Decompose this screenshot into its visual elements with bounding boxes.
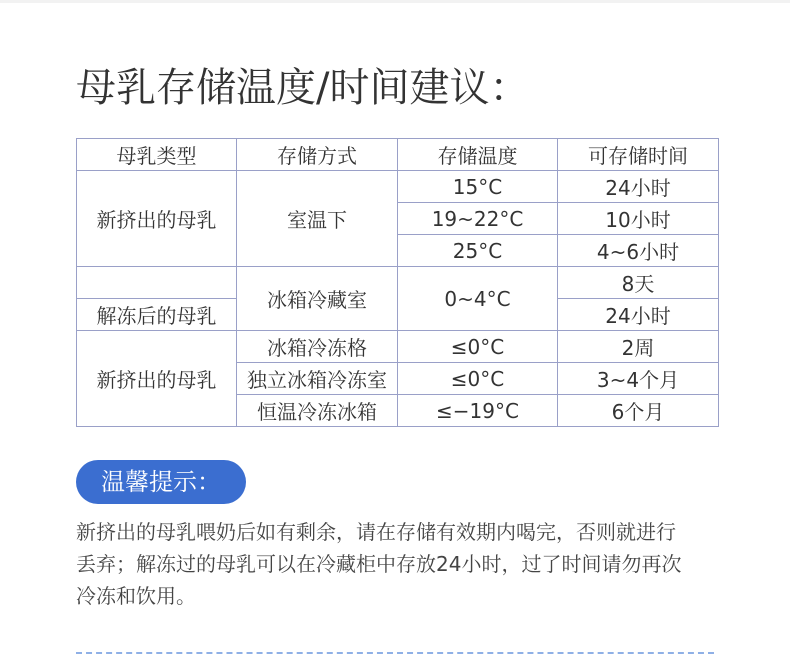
table-header-row — [77, 139, 719, 171]
cell-milk-type-fresh-fridge-continued — [77, 267, 237, 299]
cell-duration-10h: 10小时 — [558, 203, 719, 235]
cell-temp-19-22: 19~22°C — [398, 203, 558, 235]
cell-duration-2w: 2周 — [558, 331, 719, 363]
cell-milk-type-thawed: 解冻后的母乳 — [77, 299, 237, 331]
cell-method-standalone-freezer: 独立冰箱冷冻室 — [237, 363, 398, 395]
tip-line: 丢弃；解冻过的母乳可以在冷藏柜中存放24小时，过了时间请勿再次 — [76, 552, 682, 576]
header-storage-duration: 可存储时间 — [558, 139, 719, 171]
cell-method-freezer-compartment: 冰箱冷冻格 — [237, 331, 398, 363]
tip-badge: 温馨提示： — [76, 460, 246, 504]
cell-duration-3-4m: 3~4个月 — [558, 363, 719, 395]
cell-duration-fridge-24h: 24小时 — [558, 299, 719, 331]
tip-line: 冷冻和饮用。 — [76, 584, 196, 608]
cell-method-fridge: 冰箱冷藏室 — [237, 267, 398, 331]
cell-temp-freezer-compartment: ≤0°C — [398, 331, 558, 363]
cell-duration-24h: 24小时 — [558, 171, 719, 203]
cell-temp-25: 25°C — [398, 235, 558, 267]
header-storage-method: 存储方式 — [237, 139, 398, 171]
cell-duration-6m: 6个月 — [558, 395, 719, 427]
top-edge — [0, 0, 790, 3]
tip-line: 新挤出的母乳喂奶后如有剩余，请在存储有效期内喝完，否则就进行 — [76, 520, 676, 544]
table-row — [77, 171, 719, 203]
cell-method-deep-freezer: 恒温冷冻冰箱 — [237, 395, 398, 427]
tip-text — [76, 516, 726, 612]
cell-temp-standalone-freezer: ≤0°C — [398, 363, 558, 395]
dashed-divider — [76, 652, 714, 654]
cell-duration-4-6h: 4~6小时 — [558, 235, 719, 267]
table-row — [77, 331, 719, 363]
storage-table — [76, 138, 719, 427]
cell-temp-deep-freezer: ≤−19°C — [398, 395, 558, 427]
header-storage-temperature: 存储温度 — [398, 139, 558, 171]
cell-duration-8d: 8天 — [558, 267, 719, 299]
cell-temp-15: 15°C — [398, 171, 558, 203]
page-title: 母乳存储温度/时间建议： — [76, 65, 530, 111]
table-row — [77, 267, 719, 299]
cell-temp-fridge: 0~4°C — [398, 267, 558, 331]
cell-milk-type-fresh-frozen: 新挤出的母乳 — [77, 331, 237, 427]
cell-milk-type-fresh: 新挤出的母乳 — [77, 171, 237, 267]
cell-method-room-temp: 室温下 — [237, 171, 398, 267]
header-milk-type: 母乳类型 — [77, 139, 237, 171]
